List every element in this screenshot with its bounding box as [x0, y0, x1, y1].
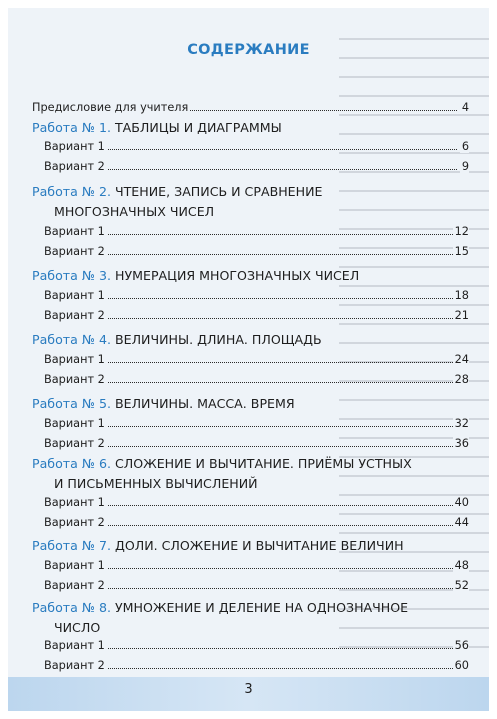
variant-page: 52 — [454, 579, 469, 592]
work-6-heading[interactable] — [32, 454, 469, 494]
work-number: Работа № 2. — [32, 184, 111, 199]
variant-label: Вариант 2 — [44, 516, 105, 529]
work-7-variant-1[interactable] — [44, 554, 469, 574]
work-title-line2: МНОГОЗНАЧНЫХ ЧИСЕЛ — [54, 204, 215, 219]
work-8-heading[interactable] — [32, 598, 469, 638]
variant-page: 18 — [454, 289, 469, 302]
work-2-variant-2[interactable] — [44, 240, 469, 260]
work-number: Работа № 8. — [32, 600, 111, 615]
variant-label: Вариант 2 — [44, 245, 105, 258]
variant-page: 56 — [454, 639, 469, 652]
work-4-variant-1[interactable] — [44, 348, 469, 368]
page-title: СОДЕРЖАНИЕ — [187, 42, 310, 58]
variant-label: Вариант 1 — [44, 559, 105, 572]
work-title-line2: ЧИСЛО — [54, 620, 101, 635]
work-title: УМНОЖЕНИЕ И ДЕЛЕНИЕ НА ОДНОЗНАЧНОЕ — [114, 600, 409, 615]
book-page — [8, 8, 489, 711]
variant-label: Вариант 1 — [44, 353, 105, 366]
work-number: Работа № 3. — [32, 268, 111, 283]
work-title: ДОЛИ. СЛОЖЕНИЕ И ВЫЧИТАНИЕ ВЕЛИЧИН — [114, 538, 404, 553]
variant-page: 48 — [454, 559, 469, 572]
work-5-variant-2[interactable] — [44, 432, 469, 452]
variant-label: Вариант 2 — [44, 579, 105, 592]
toc-preface-label: Предисловие для учителя — [32, 101, 189, 114]
work-6-variant-1[interactable] — [44, 491, 469, 511]
variant-label: Вариант 2 — [44, 309, 105, 322]
variant-label: Вариант 1 — [44, 639, 105, 652]
variant-page: 28 — [454, 373, 469, 386]
variant-label: Вариант 2 — [44, 160, 105, 173]
work-5-heading[interactable] — [32, 394, 469, 414]
work-title: СЛОЖЕНИЕ И ВЫЧИТАНИЕ. ПРИЁМЫ УСТНЫХ — [114, 456, 412, 471]
work-4-variant-2[interactable] — [44, 368, 469, 388]
variant-page: 60 — [454, 659, 469, 672]
work-1-variant-1[interactable] — [44, 135, 469, 155]
work-8-variant-2[interactable] — [44, 654, 469, 674]
variant-label: Вариант 1 — [44, 496, 105, 509]
work-2-variant-1[interactable] — [44, 220, 469, 240]
page-number: 3 — [244, 682, 253, 697]
variant-page: 9 — [461, 160, 469, 173]
variant-page: 32 — [454, 417, 469, 430]
variant-page: 21 — [454, 309, 469, 322]
variant-label: Вариант 1 — [44, 225, 105, 238]
variant-page: 36 — [454, 437, 469, 450]
work-number: Работа № 1. — [32, 120, 111, 135]
work-title-line2: И ПИСЬМЕННЫХ ВЫЧИСЛЕНИЙ — [54, 476, 258, 491]
work-8-variant-1[interactable] — [44, 634, 469, 654]
work-number: Работа № 4. — [32, 332, 111, 347]
variant-label: Вариант 2 — [44, 373, 105, 386]
work-3-variant-1[interactable] — [44, 284, 469, 304]
variant-page: 40 — [454, 496, 469, 509]
work-4-heading[interactable] — [32, 330, 469, 350]
work-number: Работа № 5. — [32, 396, 111, 411]
toc-preface[interactable] — [32, 96, 469, 116]
variant-label: Вариант 1 — [44, 140, 105, 153]
work-3-variant-2[interactable] — [44, 304, 469, 324]
work-3-heading[interactable] — [32, 266, 469, 286]
work-title: ВЕЛИЧИНЫ. ДЛИНА. ПЛОЩАДЬ — [114, 332, 322, 347]
variant-label: Вариант 2 — [44, 659, 105, 672]
variant-page: 44 — [454, 516, 469, 529]
variant-label: Вариант 2 — [44, 437, 105, 450]
work-6-variant-2[interactable] — [44, 511, 469, 531]
work-number: Работа № 7. — [32, 538, 111, 553]
work-7-variant-2[interactable] — [44, 574, 469, 594]
work-1-variant-2[interactable] — [44, 155, 469, 175]
work-title: ТАБЛИЦЫ И ДИАГРАММЫ — [114, 120, 282, 135]
variant-page: 6 — [461, 140, 469, 153]
variant-page: 24 — [454, 353, 469, 366]
variant-page: 15 — [454, 245, 469, 258]
toc-preface-page: 4 — [461, 101, 469, 114]
variant-label: Вариант 1 — [44, 417, 105, 430]
work-5-variant-1[interactable] — [44, 412, 469, 432]
work-title: ЧТЕНИЕ, ЗАПИСЬ И СРАВНЕНИЕ — [114, 184, 323, 199]
variant-page: 12 — [454, 225, 469, 238]
work-2-heading[interactable] — [32, 182, 469, 222]
variant-label: Вариант 1 — [44, 289, 105, 302]
work-7-heading[interactable] — [32, 536, 469, 556]
work-title: НУМЕРАЦИЯ МНОГОЗНАЧНЫХ ЧИСЕЛ — [114, 268, 360, 283]
work-number: Работа № 6. — [32, 456, 111, 471]
work-title: ВЕЛИЧИНЫ. МАССА. ВРЕМЯ — [114, 396, 295, 411]
